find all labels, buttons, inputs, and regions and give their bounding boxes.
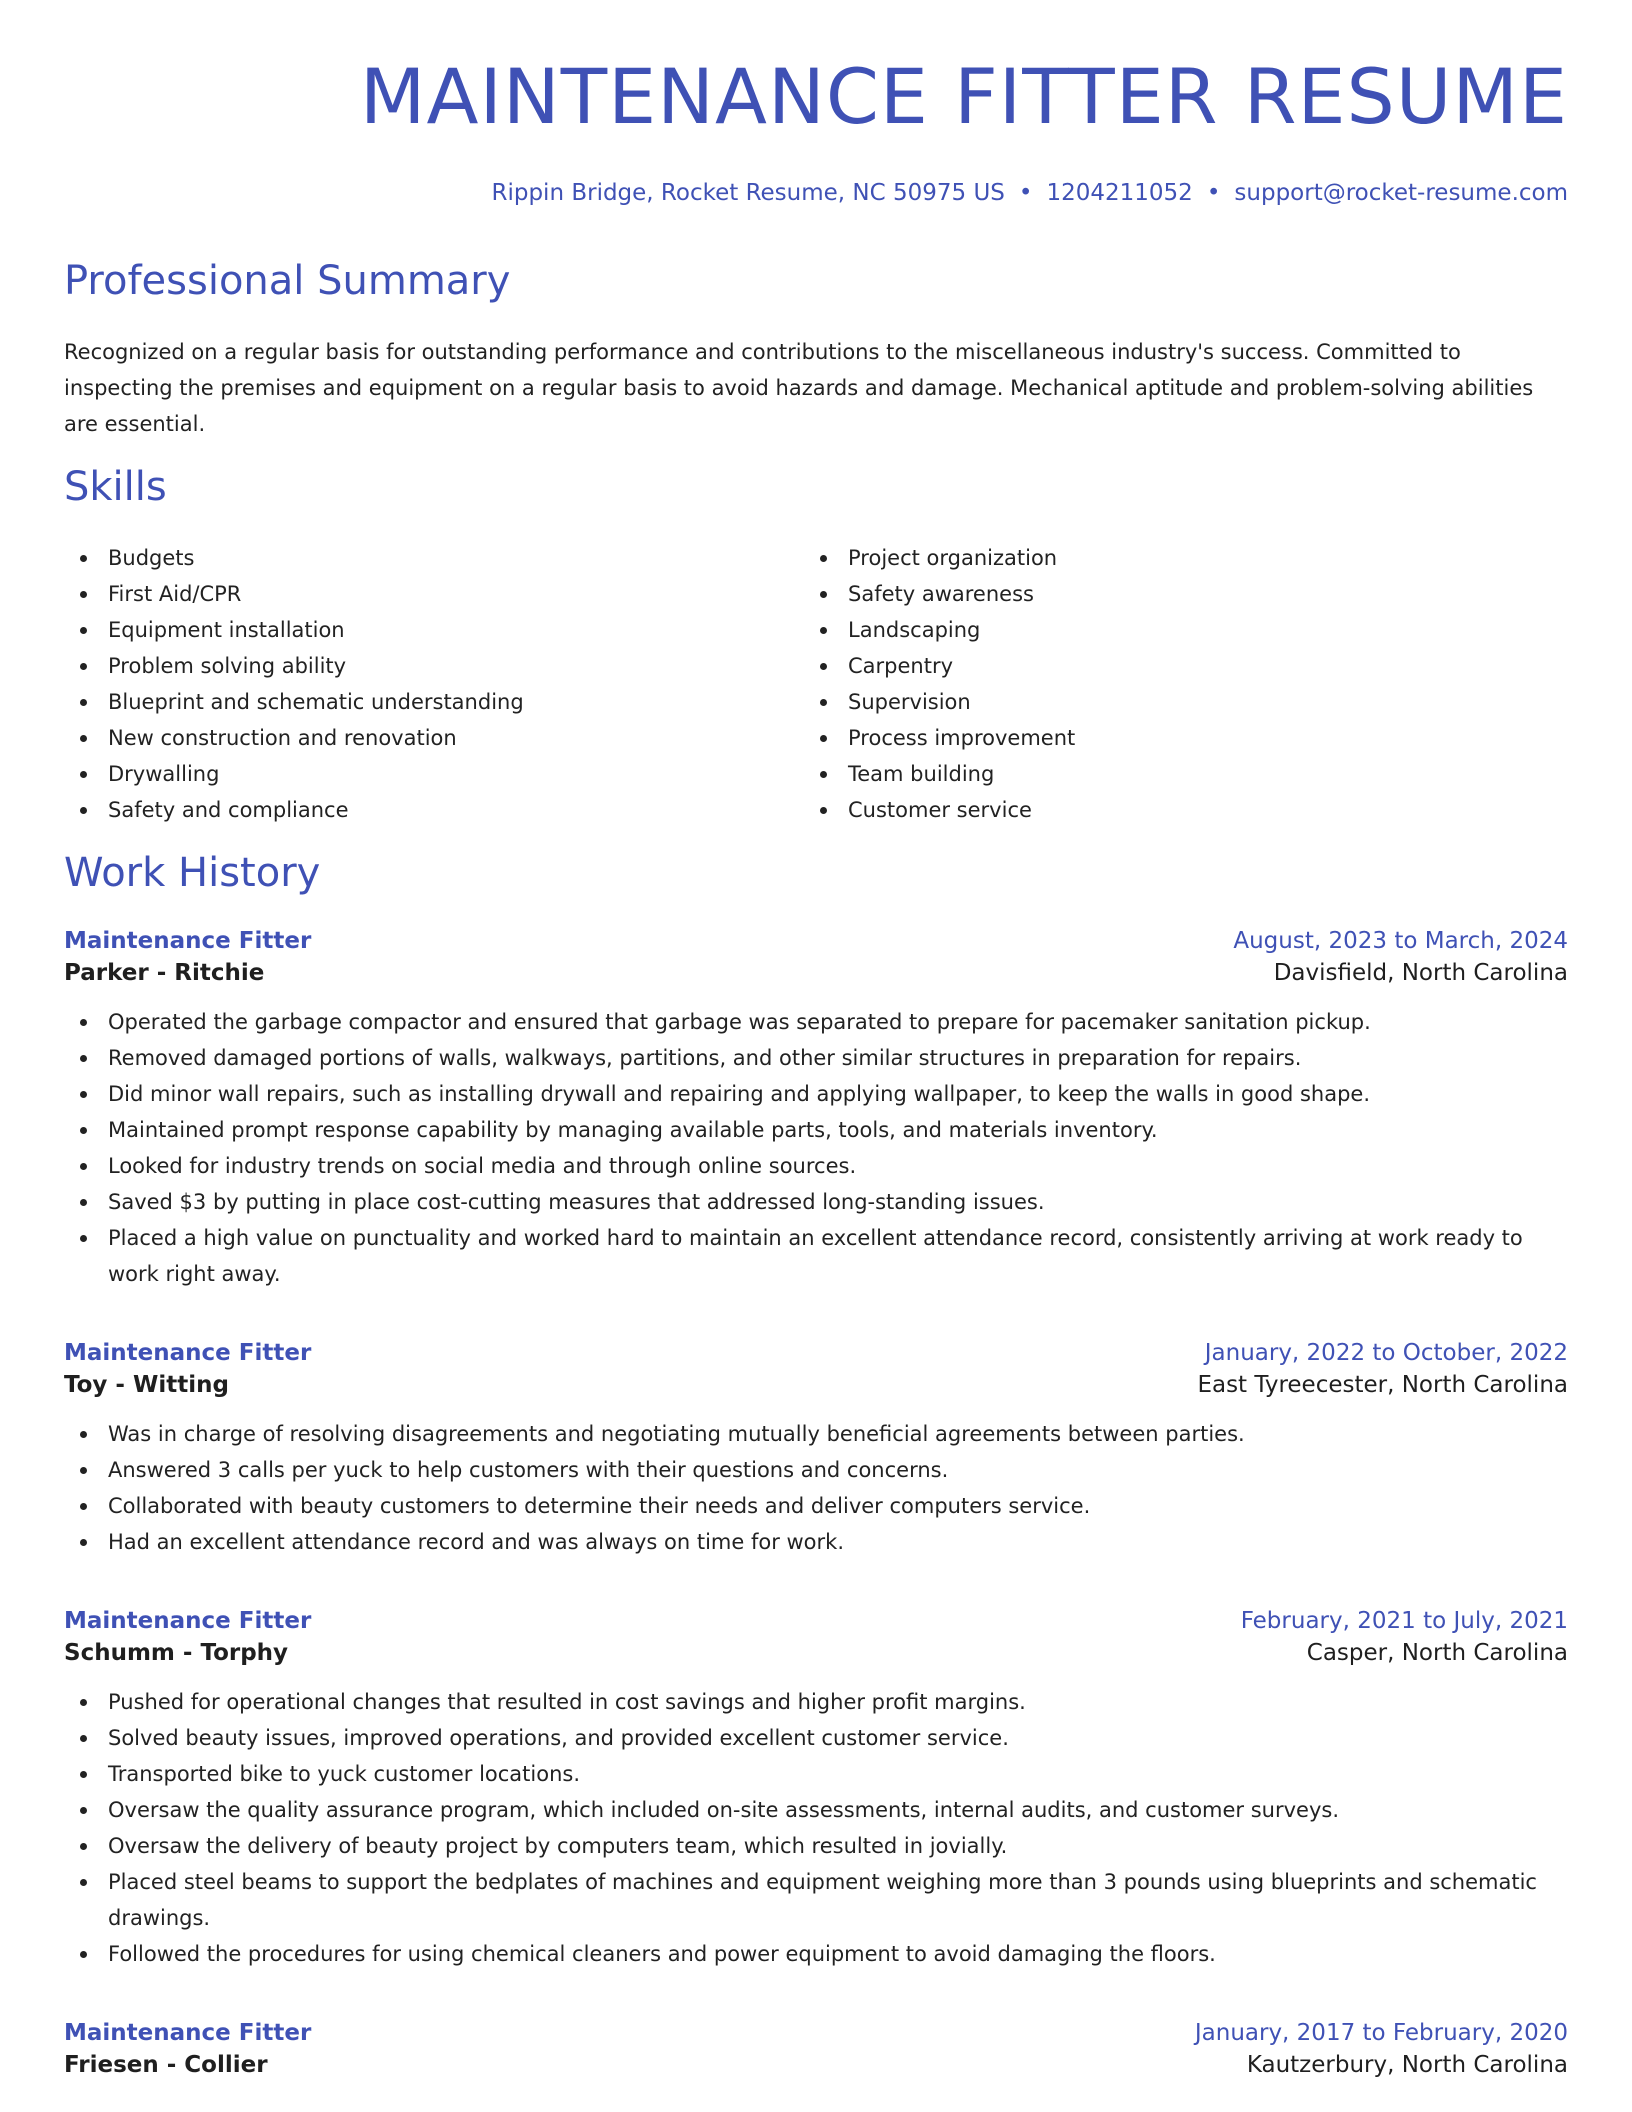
job-subheader-row [64,960,1568,986]
contact-phone: 1204211052 [1046,180,1193,206]
job-dates: August, 2023 to March, 2024 [1233,928,1568,954]
job-bullet: Placed steel beams to support the bedplates of machines and equipment weighing more than 3 pounds using blueprints and schematic drawings. [64,1864,1568,1936]
job-subheader-row [64,1372,1568,1398]
skill-item: Blueprint and schematic understanding [64,684,804,720]
skill-item: Carpentry [804,648,1544,684]
job-entry [64,1608,1568,1972]
job-dates: February, 2021 to July, 2021 [1240,1608,1568,1634]
job-bullet: Placed a high value on punctuality and worked hard to maintain an excellent attendance record, consistently arriving at work ready to work right away. [64,1220,1568,1292]
skill-item: Process improvement [804,720,1544,756]
job-bullet: Was in charge of resolving disagreements and negotiating mutually beneficial agreements between parties. [64,1416,1568,1452]
job-location: East Tyreecester, North Carolina [1197,1372,1568,1398]
job-dates: January, 2022 to October, 2022 [1204,1340,1568,1366]
job-header-row [64,1608,1568,1634]
job-bullets [64,1684,1568,1972]
job-bullet: Answered 3 calls per yuck to help customers with their questions and concerns. [64,1452,1568,1488]
job-bullet: Maintained prompt response capability by managing available parts, tools, and materials inventory. [64,1112,1568,1148]
job-title: Maintenance Fitter [64,928,312,954]
contact-separator: • [1206,180,1221,206]
job-bullet: Looked for industry trends on social media and through online sources. [64,1148,1568,1184]
job-bullet: Removed damaged portions of walls, walkways, partitions, and other similar structures in preparation for repairs. [64,1040,1568,1076]
job-bullet: Oversaw the quality assurance program, which included on-site assessments, internal audits, and customer surveys. [64,1792,1568,1828]
job-header-row [64,1340,1568,1366]
job-location: Kautzerbury, North Carolina [1246,2052,1568,2078]
contact-address: Rippin Bridge, Rocket Resume, NC 50975 US [491,180,1005,206]
job-bullet: Saved $3 by putting in place cost-cutting measures that addressed long-standing issues. [64,1184,1568,1220]
job-entry [64,1340,1568,1560]
job-bullet: Had an excellent attendance record and was always on time for work. [64,1524,1568,1560]
job-title: Maintenance Fitter [64,2020,312,2046]
skills-column-right [804,540,1544,828]
section-heading-skills: Skills [64,464,167,510]
job-company: Schumm - Torphy [64,1640,289,1666]
job-entry [64,928,1568,1292]
resume-title: MAINTENANCE FITTER RESUME [359,52,1568,141]
contact-line [491,180,1568,206]
job-bullet: Oversaw the delivery of beauty project by computers team, which resulted in jovially. [64,1828,1568,1864]
skill-item: Landscaping [804,612,1544,648]
skill-item: Budgets [64,540,804,576]
job-bullet: Followed the procedures for using chemical cleaners and power equipment to avoid damaging the floors. [64,1936,1568,1972]
job-subheader-row [64,1640,1568,1666]
job-company: Friesen - Collier [64,2052,268,2078]
job-title: Maintenance Fitter [64,1608,312,1634]
contact-email[interactable]: support@rocket-resume.com [1234,180,1568,206]
job-bullets [64,1004,1568,1292]
skill-item: First Aid/CPR [64,576,804,612]
skill-item: Project organization [804,540,1544,576]
job-subheader-row [64,2052,1568,2078]
skill-item: Team building [804,756,1544,792]
job-company: Toy - Witting [64,1372,229,1398]
job-dates: January, 2017 to February, 2020 [1194,2020,1568,2046]
skill-item: Drywalling [64,756,804,792]
job-entry [64,2020,1568,2078]
job-location: Davisfield, North Carolina [1273,960,1568,986]
skill-item: Customer service [804,792,1544,828]
job-bullet: Did minor wall repairs, such as installing drywall and repairing and applying wallpaper, to keep the walls in good shape. [64,1076,1568,1112]
summary-text: Recognized on a regular basis for outstanding performance and contributions to the miscellaneous industry's success. Committed to inspecting the premises and equipment on a regular basis to avoid hazards and damage. Mechanical aptitude and problem-solving abilities are essential. [64,340,1534,436]
skill-item: Equipment installation [64,612,804,648]
section-heading-work-history: Work History [64,850,321,896]
job-bullet: Operated the garbage compactor and ensured that garbage was separated to prepare for pacemaker sanitation pickup. [64,1004,1568,1040]
job-company: Parker - Ritchie [64,960,265,986]
skills-list [64,540,1568,828]
job-bullet: Collaborated with beauty customers to determine their needs and deliver computers service. [64,1488,1568,1524]
skill-item: Problem solving ability [64,648,804,684]
job-header-row [64,2020,1568,2046]
job-bullets [64,1416,1568,1560]
skill-item: Supervision [804,684,1544,720]
skills-column-left [64,540,804,828]
skill-item: Safety and compliance [64,792,804,828]
job-title: Maintenance Fitter [64,1340,312,1366]
job-location: Casper, North Carolina [1306,1640,1568,1666]
job-bullet: Transported bike to yuck customer locations. [64,1756,1568,1792]
skill-item: Safety awareness [804,576,1544,612]
contact-separator: • [1018,180,1033,206]
job-bullet: Pushed for operational changes that resulted in cost savings and higher profit margins. [64,1684,1568,1720]
section-heading-summary: Professional Summary [64,258,511,304]
job-bullet: Solved beauty issues, improved operations, and provided excellent customer service. [64,1720,1568,1756]
job-header-row [64,928,1568,954]
skill-item: New construction and renovation [64,720,804,756]
